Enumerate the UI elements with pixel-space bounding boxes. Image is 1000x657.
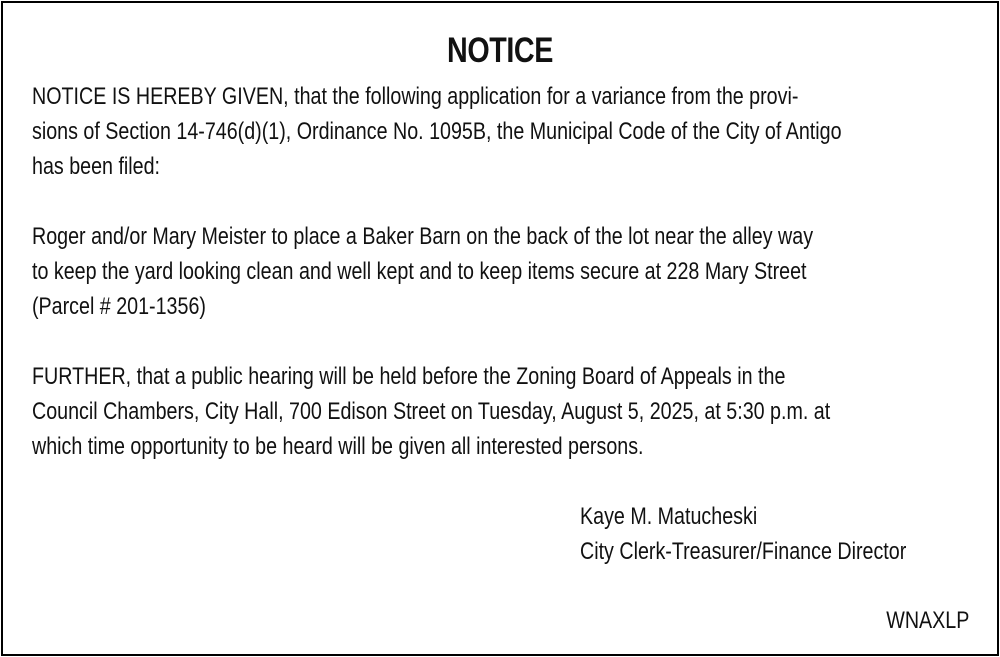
- notice-title: NOTICE: [447, 31, 553, 70]
- notice-paragraph-hearing: FURTHER, that a public hearing will be held before the Zoning Board of Appeals in the Council Chambers, City Hall, 700 Edison Street on Tuesday, August 5, 2025, at 5:30 p.m. at which time opportunity to be heard will be given all interested persons.: [32, 363, 831, 460]
- notice-frame: [1, 1, 999, 656]
- signature-name: Kaye M. Matucheski: [580, 503, 758, 530]
- signature-title: City Clerk-Treasurer/Finance Director: [580, 538, 907, 565]
- notice-paragraph-application: NOTICE IS HEREBY GIVEN, that the following application for a variance from the provi- sions of Section 14-746(d)(1), Ordinance No. 1095B, the Municipal Code of the City of Antigo has been filed:: [32, 83, 842, 180]
- notice-paragraph-applicant: Roger and/or Mary Meister to place a Baker Barn on the back of the lot near the alley way to keep the yard looking clean and well kept and to keep items secure at 228 Mary Street (Parcel # 201-1356): [32, 223, 814, 320]
- publication-code: WNAXLP: [885, 607, 969, 634]
